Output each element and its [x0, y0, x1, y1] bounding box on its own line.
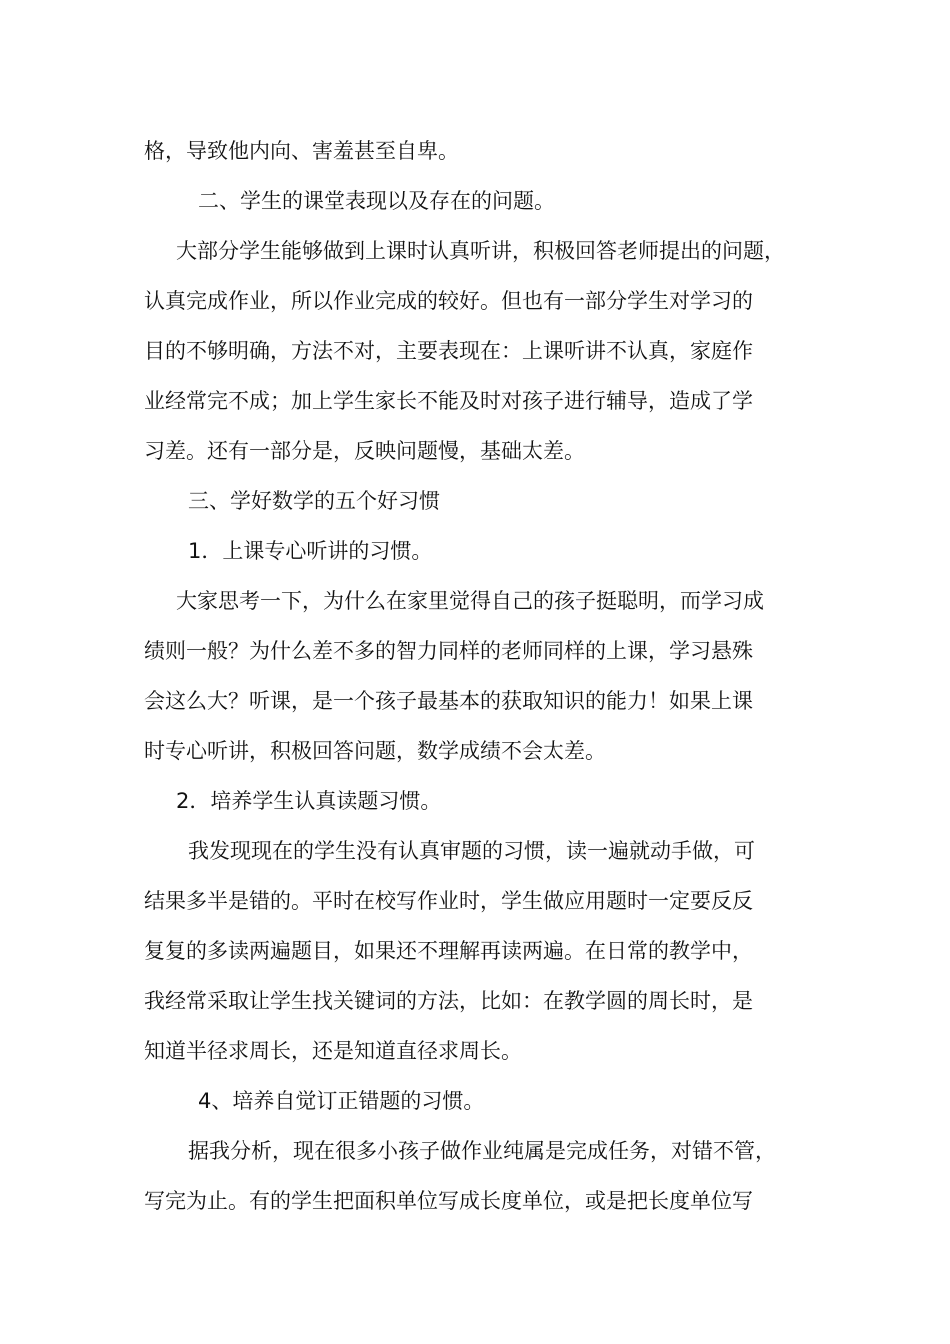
- section-heading: 三、学好数学的五个好习惯: [188, 489, 440, 513]
- text-line: 我发现现在的学生没有认真审题的习惯，读一遍就动手做，可: [188, 839, 755, 863]
- text-line: 认真完成作业，所以作业完成的较好。但也有一部分学生对学习的: [144, 289, 753, 313]
- subsection-heading: 1．上课专心听讲的习惯。: [188, 539, 433, 563]
- text-line: 结果多半是错的。平时在校写作业时，学生做应用题时一定要反反: [144, 889, 753, 913]
- section-heading: 二、学生的课堂表现以及存在的问题。: [198, 189, 555, 213]
- subsection-heading: 4、培养自觉订正错题的习惯。: [198, 1089, 485, 1113]
- text-line: 知道半径求周长，还是知道直径求周长。: [144, 1039, 522, 1063]
- text-line: 习差。还有一部分是，反映问题慢，基础太差。: [144, 439, 585, 463]
- text-line: 据我分析，现在很多小孩子做作业纯属是完成任务，对错不管，: [188, 1139, 776, 1163]
- text-line: 会这么大？听课，是一个孩子最基本的获取知识的能力！如果上课: [144, 689, 753, 713]
- text-line: 大部分学生能够做到上课时认真听讲，积极回答老师提出的问题，: [176, 239, 785, 263]
- text-line: 大家思考一下，为什么在家里觉得自己的孩子挺聪明，而学习成: [176, 589, 764, 613]
- text-line: 格，导致他内向、害羞甚至自卑。: [144, 139, 459, 163]
- text-line: 目的不够明确，方法不对，主要表现在：上课听讲不认真，家庭作: [144, 339, 753, 363]
- text-line: 复复的多读两遍题目，如果还不理解再读两遍。在日常的教学中，: [144, 939, 753, 963]
- text-line: 我经常采取让学生找关键词的方法，比如：在教学圆的周长时，是: [144, 989, 753, 1013]
- subsection-heading: 2．培养学生认真读题习惯。: [176, 789, 442, 813]
- text-line: 业经常完不成；加上学生家长不能及时对孩子进行辅导，造成了学: [144, 389, 753, 413]
- text-line: 时专心听讲，积极回答问题，数学成绩不会太差。: [144, 739, 606, 763]
- text-line: 绩则一般？为什么差不多的智力同样的老师同样的上课，学习悬殊: [144, 639, 753, 663]
- text-line: 写完为止。有的学生把面积单位写成长度单位，或是把长度单位写: [144, 1189, 753, 1213]
